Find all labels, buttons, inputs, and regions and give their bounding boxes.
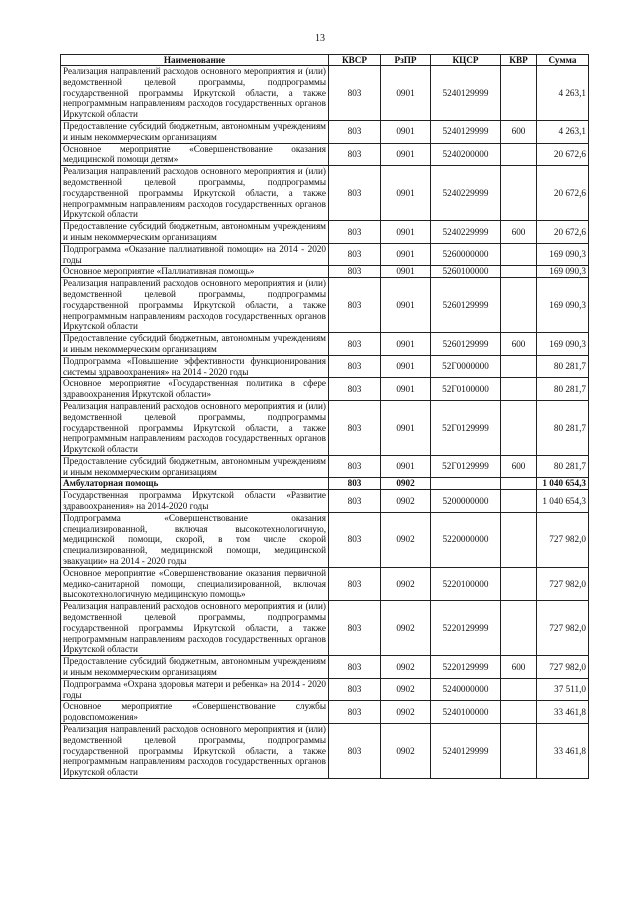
cell-kvr: 600 <box>501 455 537 478</box>
table-row <box>61 243 589 266</box>
cell-sum: 20 672,6 <box>537 221 589 244</box>
cell-kcsr: 52Г0000000 <box>431 355 501 378</box>
cell-rzpr: 0902 <box>381 512 431 567</box>
header-sum: Сумма <box>537 55 589 66</box>
header-kcsr: КЦСР <box>431 55 501 66</box>
cell-name: Реализация направлений расходов основного мероприятия и (или) ведомственной целевой программы, подпрограммы государственной программы Иркутской области, а также непрограммным направлениям расходов государственных органов Иркутской области <box>61 66 329 121</box>
cell-sum: 727 982,0 <box>537 567 589 600</box>
cell-kcsr: 5240229999 <box>431 221 501 244</box>
cell-sum: 4 263,1 <box>537 66 589 121</box>
cell-kvsr: 803 <box>329 221 381 244</box>
cell-kvsr: 803 <box>329 701 381 724</box>
cell-kvsr: 803 <box>329 400 381 455</box>
cell-sum: 37 511,0 <box>537 678 589 701</box>
table-row <box>61 656 589 679</box>
cell-kcsr: 5260100000 <box>431 266 501 278</box>
cell-sum: 727 982,0 <box>537 601 589 656</box>
cell-name: Предоставление субсидий бюджетным, автономным учреждениям и иным некоммерческим организациям <box>61 120 329 143</box>
cell-kcsr <box>431 478 501 490</box>
cell-kvsr: 803 <box>329 243 381 266</box>
table-row <box>61 120 589 143</box>
cell-kcsr: 5220000000 <box>431 512 501 567</box>
cell-kcsr: 5220129999 <box>431 656 501 679</box>
cell-kvr <box>501 66 537 121</box>
table-row <box>61 355 589 378</box>
header-kvr: КВР <box>501 55 537 66</box>
cell-sum: 4 263,1 <box>537 120 589 143</box>
cell-name: Предоставление субсидий бюджетным, автономным учреждениям и иным некоммерческим организациям <box>61 656 329 679</box>
cell-kvsr: 803 <box>329 567 381 600</box>
cell-rzpr: 0901 <box>381 400 431 455</box>
header-name: Наименование <box>61 55 329 66</box>
cell-kcsr: 5240129999 <box>431 120 501 143</box>
cell-rzpr: 0902 <box>381 724 431 779</box>
cell-sum: 80 281,7 <box>537 400 589 455</box>
header-kvsr: КВСР <box>329 55 381 66</box>
table-body <box>61 66 589 779</box>
cell-rzpr: 0901 <box>381 378 431 401</box>
table-row <box>61 678 589 701</box>
cell-name: Основное мероприятие «Государственная политика в сфере здравоохранения Иркутской области» <box>61 378 329 401</box>
cell-rzpr: 0901 <box>381 120 431 143</box>
cell-rzpr: 0901 <box>381 166 431 221</box>
cell-kvr: 600 <box>501 656 537 679</box>
cell-kvsr: 803 <box>329 143 381 166</box>
table-header-row <box>61 55 589 66</box>
cell-kvr <box>501 400 537 455</box>
table-row <box>61 266 589 278</box>
cell-kcsr: 52Г0129999 <box>431 400 501 455</box>
table-row <box>61 166 589 221</box>
cell-name: Основное мероприятие «Паллиативная помощь» <box>61 266 329 278</box>
cell-kvsr: 803 <box>329 166 381 221</box>
cell-rzpr: 0901 <box>381 243 431 266</box>
table-row <box>61 724 589 779</box>
table-row <box>61 143 589 166</box>
cell-kcsr: 5220129999 <box>431 601 501 656</box>
cell-name: Подпрограмма «Совершенствование оказания специализированной, включая высокотехнологичную, медицинской помощи, скорой, в том числе скорой специализированной, медицинской помощи, медицинской эвакуации» на 2014 - 2020 годы <box>61 512 329 567</box>
table-row <box>61 400 589 455</box>
table-row <box>61 512 589 567</box>
cell-kvsr: 803 <box>329 278 381 333</box>
cell-name: Реализация направлений расходов основного мероприятия и (или) ведомственной целевой программы, подпрограммы государственной программы Иркутской области, а также непрограммным направлениям расходов государственных органов Иркутской области <box>61 601 329 656</box>
cell-name: Подпрограмма «Охрана здоровья матери и ребенка» на 2014 - 2020 годы <box>61 678 329 701</box>
cell-sum: 169 090,3 <box>537 243 589 266</box>
cell-kvr <box>501 724 537 779</box>
cell-name: Реализация направлений расходов основного мероприятия и (или) ведомственной целевой программы, подпрограммы государственной программы Иркутской области, а также непрограммным направлениям расходов государственных органов Иркутской области <box>61 166 329 221</box>
cell-rzpr: 0901 <box>381 66 431 121</box>
cell-kvsr: 803 <box>329 478 381 490</box>
cell-kcsr: 5240200000 <box>431 143 501 166</box>
cell-kvr <box>501 678 537 701</box>
cell-name: Реализация направлений расходов основного мероприятия и (или) ведомственной целевой программы, подпрограммы государственной программы Иркутской области, а также непрограммным направлениям расходов государственных органов Иркутской области <box>61 400 329 455</box>
cell-kvr <box>501 266 537 278</box>
cell-kvr: 600 <box>501 333 537 356</box>
cell-kvsr: 803 <box>329 120 381 143</box>
cell-kcsr: 52Г0129999 <box>431 455 501 478</box>
cell-kvsr: 803 <box>329 678 381 701</box>
cell-sum: 727 982,0 <box>537 512 589 567</box>
cell-kvsr: 803 <box>329 656 381 679</box>
cell-name: Реализация направлений расходов основного мероприятия и (или) ведомственной целевой программы, подпрограммы государственной программы Иркутской области, а также непрограммным направлениям расходов государственных органов Иркутской области <box>61 724 329 779</box>
cell-kvsr: 803 <box>329 601 381 656</box>
table-row <box>61 278 589 333</box>
cell-kcsr: 5260129999 <box>431 278 501 333</box>
cell-kvsr: 803 <box>329 490 381 513</box>
cell-name: Реализация направлений расходов основного мероприятия и (или) ведомственной целевой программы, подпрограммы государственной программы Иркутской области, а также непрограммным направлениям расходов государственных органов Иркутской области <box>61 278 329 333</box>
cell-sum: 20 672,6 <box>537 166 589 221</box>
cell-sum: 1 040 654,3 <box>537 490 589 513</box>
cell-rzpr: 0902 <box>381 678 431 701</box>
cell-sum: 33 461,8 <box>537 724 589 779</box>
cell-kcsr: 5240129999 <box>431 724 501 779</box>
cell-sum: 727 982,0 <box>537 656 589 679</box>
cell-rzpr: 0902 <box>381 478 431 490</box>
page-number: 13 <box>315 33 325 44</box>
cell-sum: 169 090,3 <box>537 278 589 333</box>
cell-kcsr: 5240129999 <box>431 66 501 121</box>
cell-sum: 20 672,6 <box>537 143 589 166</box>
cell-name: Подпрограмма «Оказание паллиативной помощи» на 2014 - 2020 годы <box>61 243 329 266</box>
table-row <box>61 455 589 478</box>
table-row <box>61 378 589 401</box>
cell-kvsr: 803 <box>329 66 381 121</box>
cell-rzpr: 0901 <box>381 266 431 278</box>
table-row <box>61 490 589 513</box>
table-row <box>61 478 589 490</box>
cell-rzpr: 0902 <box>381 701 431 724</box>
cell-kvsr: 803 <box>329 355 381 378</box>
cell-name: Основное мероприятие «Совершенствование оказания медицинской помощи детям» <box>61 143 329 166</box>
cell-kvr <box>501 567 537 600</box>
cell-kvr <box>501 490 537 513</box>
cell-kvr <box>501 355 537 378</box>
cell-kvr <box>501 701 537 724</box>
cell-kvsr: 803 <box>329 378 381 401</box>
table-row <box>61 66 589 121</box>
cell-rzpr: 0901 <box>381 355 431 378</box>
cell-rzpr: 0901 <box>381 333 431 356</box>
cell-rzpr: 0902 <box>381 601 431 656</box>
cell-name: Предоставление субсидий бюджетным, автономным учреждениям и иным некоммерческим организациям <box>61 455 329 478</box>
cell-sum: 80 281,7 <box>537 455 589 478</box>
cell-rzpr: 0901 <box>381 278 431 333</box>
cell-kcsr: 5240229999 <box>431 166 501 221</box>
cell-kvr <box>501 278 537 333</box>
cell-kvr <box>501 243 537 266</box>
cell-sum: 80 281,7 <box>537 378 589 401</box>
cell-rzpr: 0901 <box>381 221 431 244</box>
cell-kvr <box>501 143 537 166</box>
budget-table <box>60 54 589 779</box>
table-row <box>61 601 589 656</box>
table-row <box>61 333 589 356</box>
cell-rzpr: 0901 <box>381 455 431 478</box>
cell-sum: 80 281,7 <box>537 355 589 378</box>
cell-sum: 169 090,3 <box>537 266 589 278</box>
cell-kcsr: 5260129999 <box>431 333 501 356</box>
cell-name: Предоставление субсидий бюджетным, автономным учреждениям и иным некоммерческим организациям <box>61 333 329 356</box>
cell-kcsr: 5220100000 <box>431 567 501 600</box>
cell-kvr <box>501 378 537 401</box>
table-row <box>61 221 589 244</box>
cell-rzpr: 0902 <box>381 656 431 679</box>
cell-kvr <box>501 478 537 490</box>
cell-kvr: 600 <box>501 120 537 143</box>
cell-rzpr: 0902 <box>381 567 431 600</box>
cell-kvsr: 803 <box>329 266 381 278</box>
cell-kcsr: 5200000000 <box>431 490 501 513</box>
cell-name: Основное мероприятие «Совершенствование оказания первичной медико-санитарной помощи, специализированной, включая высокотехнологичную медицинскую помощь» <box>61 567 329 600</box>
cell-kvr <box>501 601 537 656</box>
cell-kvr: 600 <box>501 221 537 244</box>
cell-kcsr: 5260000000 <box>431 243 501 266</box>
cell-kvsr: 803 <box>329 333 381 356</box>
cell-name: Предоставление субсидий бюджетным, автономным учреждениям и иным некоммерческим организациям <box>61 221 329 244</box>
cell-kvsr: 803 <box>329 512 381 567</box>
cell-rzpr: 0902 <box>381 490 431 513</box>
cell-name: Подпрограмма «Повышение эффективности функционирования системы здравоохранения» на 2014 - 2020 годы <box>61 355 329 378</box>
cell-kvr <box>501 512 537 567</box>
cell-name: Амбулаторная помощь <box>61 478 329 490</box>
cell-kvsr: 803 <box>329 724 381 779</box>
header-rzpr: РзПР <box>381 55 431 66</box>
cell-kvsr: 803 <box>329 455 381 478</box>
cell-kvr <box>501 166 537 221</box>
cell-sum: 169 090,3 <box>537 333 589 356</box>
cell-kcsr: 5240000000 <box>431 678 501 701</box>
cell-name: Основное мероприятие «Совершенствование службы родовспоможения» <box>61 701 329 724</box>
table-row <box>61 567 589 600</box>
cell-kcsr: 5240100000 <box>431 701 501 724</box>
cell-rzpr: 0901 <box>381 143 431 166</box>
cell-sum: 1 040 654,3 <box>537 478 589 490</box>
cell-sum: 33 461,8 <box>537 701 589 724</box>
cell-kcsr: 52Г0100000 <box>431 378 501 401</box>
cell-name: Государственная программа Иркутской области «Развитие здравоохранения» на 2014-2020 годы <box>61 490 329 513</box>
table-row <box>61 701 589 724</box>
